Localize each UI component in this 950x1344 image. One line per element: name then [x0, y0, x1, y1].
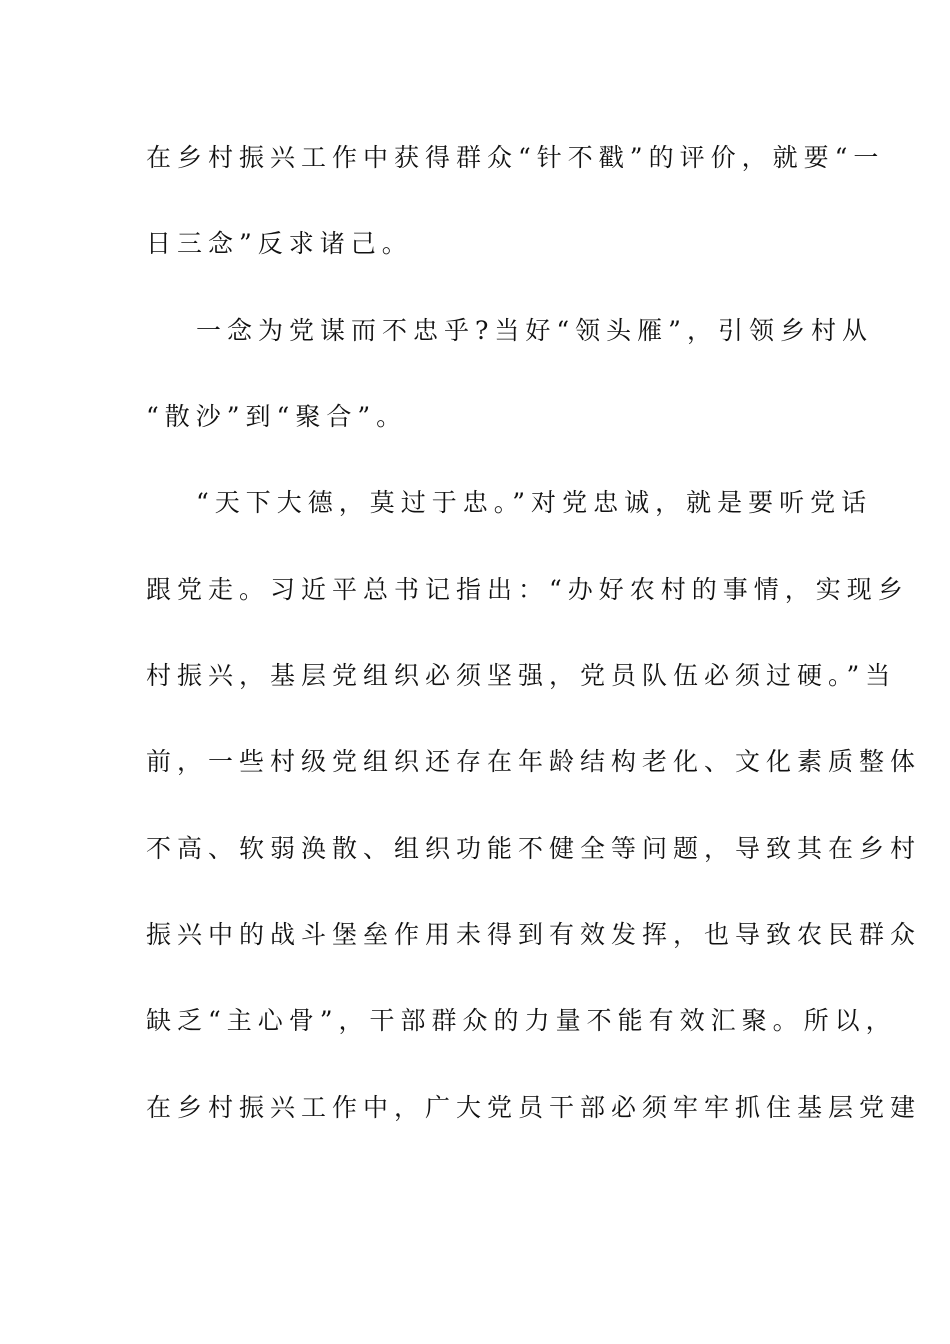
text-line: “散沙”到“聚合”。 — [146, 402, 408, 431]
text-line: 村振兴，基层党组织必须坚强，党员队伍必须过硬。”当 — [146, 661, 897, 690]
text-line: 日三念”反求诸己。 — [146, 229, 413, 258]
text-line: 在乡村振兴工作中，广大党员干部必须牢牢抓住基层党建 — [146, 1093, 922, 1122]
text-line: 缺乏“主心骨”，干部群众的力量不能有效汇聚。所以， — [146, 1006, 897, 1035]
text-line: 前，一些村级党组织还存在年龄结构老化、文化素质整体 — [146, 747, 922, 776]
text-line: 振兴中的战斗堡垒作用未得到有效发挥，也导致农民群众 — [146, 920, 922, 949]
text-line: 在乡村振兴工作中获得群众“针不戳”的评价，就要“一 — [146, 143, 885, 172]
text-line: 跟党走。习近平总书记指出：“办好农村的事情，实现乡 — [146, 575, 909, 604]
paragraph-first-line: 一念为党谋而不忠乎?当好“领头雁”，引领乡村从 — [196, 316, 873, 345]
text-line: 不高、软弱涣散、组织功能不健全等问题，导致其在乡村 — [146, 834, 922, 863]
paragraph-first-line: “天下大德，莫过于忠。”对党忠诚，就是要听党话 — [196, 488, 873, 517]
